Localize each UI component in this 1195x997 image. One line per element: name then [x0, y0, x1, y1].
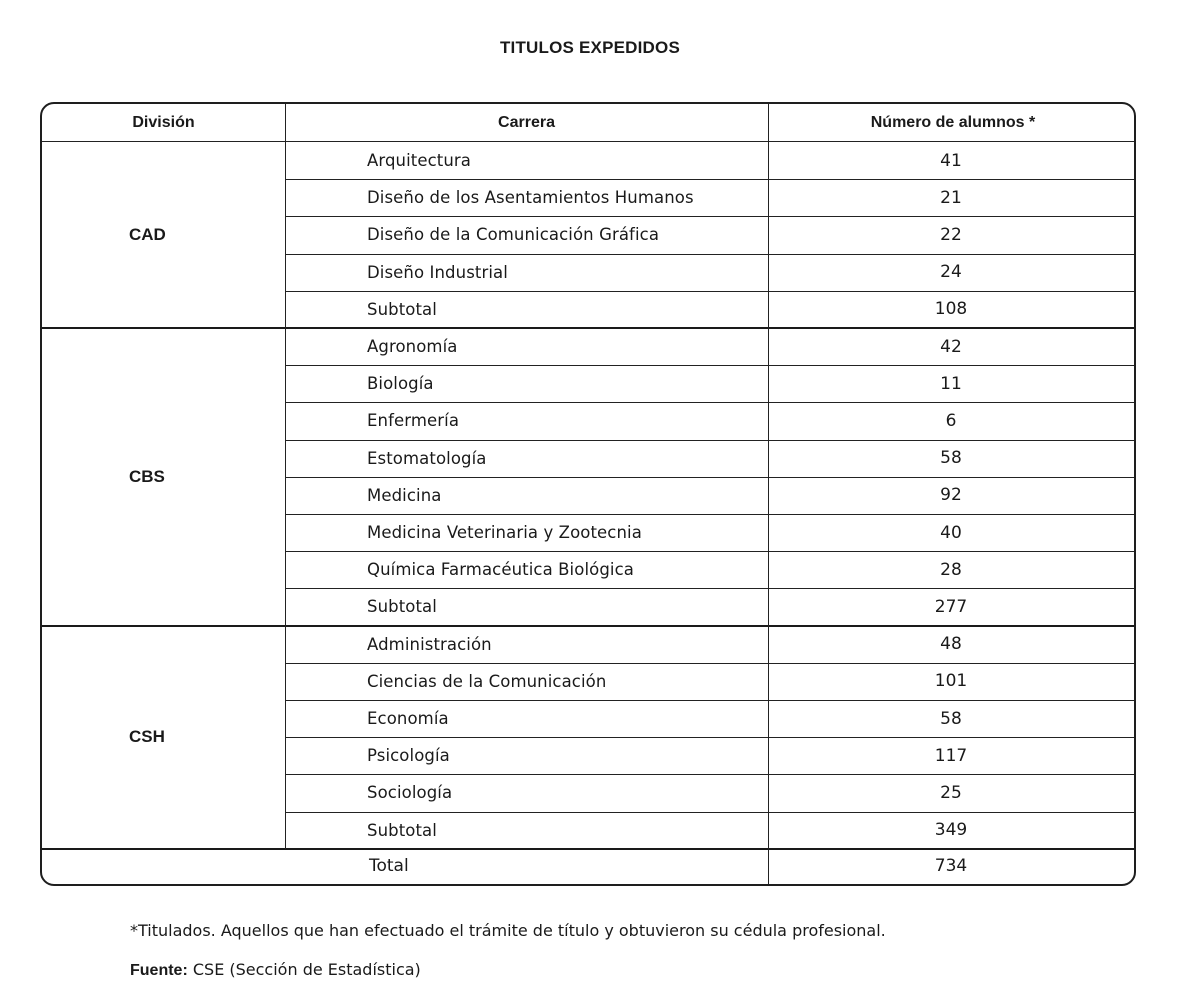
carrera-cell: Psicología	[367, 746, 450, 766]
division-label-csh: CSH	[129, 727, 165, 747]
column-header-alumnos: Número de alumnos *	[870, 114, 1036, 131]
alumnos-cell: 24	[940, 262, 962, 283]
carrera-cell: Arquitectura	[367, 151, 472, 171]
alumnos-cell: 58	[940, 448, 962, 469]
alumnos-cell: 58	[940, 708, 962, 729]
alumnos-cell: 21	[940, 187, 962, 208]
subtotal-value: 349	[934, 820, 968, 841]
source-note	[130, 960, 421, 980]
table-grid	[42, 104, 1134, 884]
titles-table	[40, 102, 1136, 886]
alumnos-cell: 22	[940, 224, 962, 245]
column-header-division: División	[132, 114, 195, 131]
carrera-cell: Ciencias de la Comunicación	[367, 671, 607, 691]
carrera-cell: Sociología	[367, 783, 453, 803]
alumnos-cell: 42	[940, 336, 962, 357]
source-label: Fuente:	[130, 962, 188, 979]
carrera-cell: Medicina	[367, 485, 442, 505]
subtotal-value: 277	[934, 596, 968, 617]
carrera-cell: Estomatología	[367, 448, 487, 468]
alumnos-cell: 48	[940, 634, 962, 655]
alumnos-cell: 11	[940, 373, 962, 394]
carrera-cell: Diseño de los Asentamientos Humanos	[367, 188, 694, 208]
page-title: TITULOS EXPEDIDOS	[499, 38, 681, 57]
subtotal-label: Subtotal	[367, 820, 437, 840]
footnote: *Titulados. Aquellos que han efectuado el trámite de título y obtuvieron su cédula profesional.	[130, 921, 886, 940]
carrera-cell: Agronomía	[367, 337, 458, 357]
subtotal-label: Subtotal	[367, 597, 437, 617]
alumnos-cell: 6	[945, 410, 957, 431]
column-divider	[285, 104, 286, 849]
carrera-cell: Diseño de la Comunicación Gráfica	[367, 225, 660, 245]
carrera-cell: Enfermería	[367, 411, 460, 431]
carrera-cell: Química Farmacéutica Biológica	[367, 560, 634, 580]
alumnos-cell: 28	[940, 559, 962, 580]
alumnos-cell: 25	[940, 782, 962, 803]
total-label: Total	[369, 856, 409, 877]
alumnos-cell: 101	[934, 671, 968, 692]
source-text: CSE (Sección de Estadística)	[187, 960, 421, 979]
column-header-carrera: Carrera	[498, 114, 555, 131]
carrera-cell: Diseño Industrial	[367, 262, 508, 282]
alumnos-cell: 40	[940, 522, 962, 543]
division-label-cad: CAD	[129, 225, 166, 244]
carrera-cell: Administración	[367, 634, 492, 654]
subtotal-label: Subtotal	[367, 299, 437, 319]
column-divider	[768, 104, 769, 884]
division-label-cbs: CBS	[129, 466, 165, 486]
alumnos-cell: 41	[940, 150, 962, 171]
total-value: 734	[934, 856, 968, 877]
subtotal-value: 108	[934, 299, 968, 320]
alumnos-cell: 92	[940, 485, 962, 506]
alumnos-cell: 117	[934, 745, 968, 766]
carrera-cell: Economía	[367, 709, 449, 729]
carrera-cell: Biología	[367, 374, 434, 394]
carrera-cell: Medicina Veterinaria y Zootecnia	[367, 523, 642, 543]
